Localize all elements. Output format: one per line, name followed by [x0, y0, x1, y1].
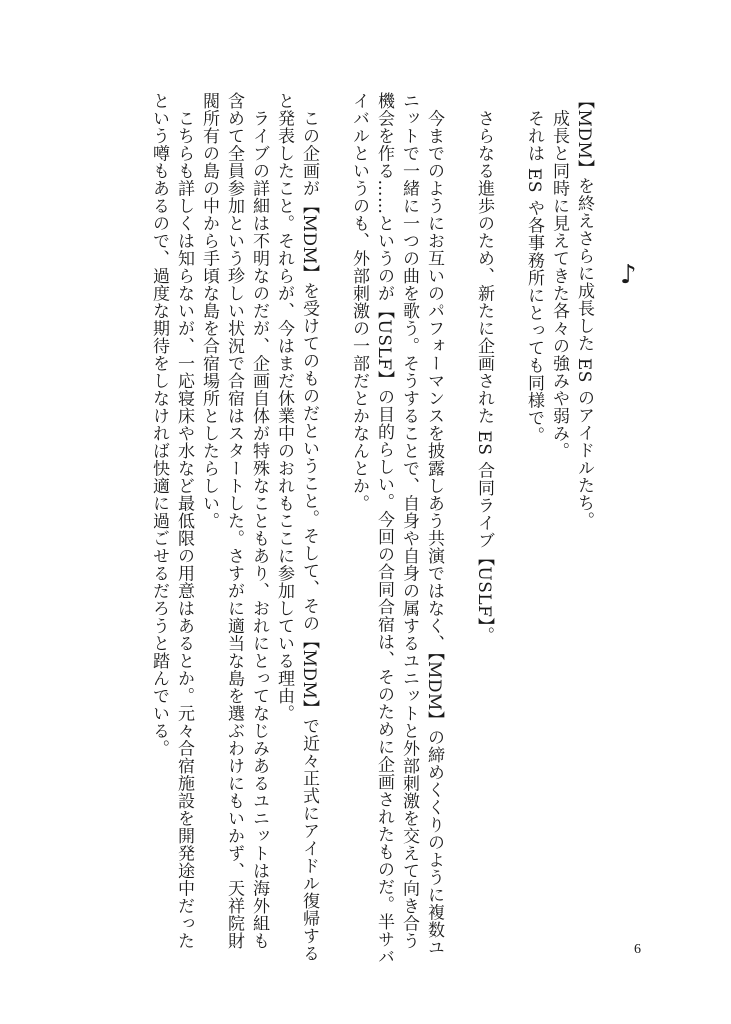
text-column: という噂もあるので、過度な期待をしなければ快適に過ごせるだろうと踏んでいる。 — [149, 92, 169, 757]
text-column: 機会を作る……というのが【USLF】の目的らしい。今回の合同合宿は、そのために企画されたものだ。半サバ — [374, 92, 394, 966]
text-column: 【MDM】を終えさらに成長した ES のアイドルたち。 — [574, 92, 594, 529]
text-column: ニットで一緒に一つの曲を歌う。そうすることで、自身や自身の属するユニットと外部刺激を交えて向き合う — [399, 92, 419, 950]
text-column: 含めて全員参加という珍しい状況で合宿はスタートした。さすがに適当な島を選ぶわけにもいかず、天祥院財 — [224, 92, 244, 950]
text-column: 閥所有の島の中から手頃な島を合宿場所としたらしい。 — [199, 92, 219, 530]
text-column: この企画が【MDM】を受けてのものだということ。そして、その【MDM】で近々正式にアイドル復帰する — [299, 92, 319, 962]
page-number: 6 — [634, 942, 641, 957]
text-column: さらなる進歩のため、新たに企画された ES 合同ライブ【USLF】。 — [474, 92, 494, 644]
text-column: こちらも詳しくは知らないが、一応寝床や水など最低限の用意はあるとか。元々合宿施設を開発途中だった — [174, 92, 194, 950]
text-column: それは ES や各事務所にとっても同様で。 — [524, 92, 544, 444]
text-column: 今までのようにお互いのパフォーマンスを披露しあう共演ではなく、【MDM】の締めくくりのように複数ユ — [424, 92, 444, 956]
text-column: イバルというのも、外部刺激の一部だとかなんとか。 — [349, 92, 369, 512]
music-note-ornament: ♪ — [620, 260, 637, 290]
text-column: 成長と同時に見えてきた各々の強みや弱み。 — [549, 92, 569, 460]
text-column: ライブの詳細は不明なのだが、企画自体が特殊なこともあり、おれにとってなじみあるユニットは海外組も — [249, 92, 269, 950]
text-column: と発表したこと。それらが、今はまだ休業中のおれもここに参加している理由。 — [274, 92, 294, 722]
